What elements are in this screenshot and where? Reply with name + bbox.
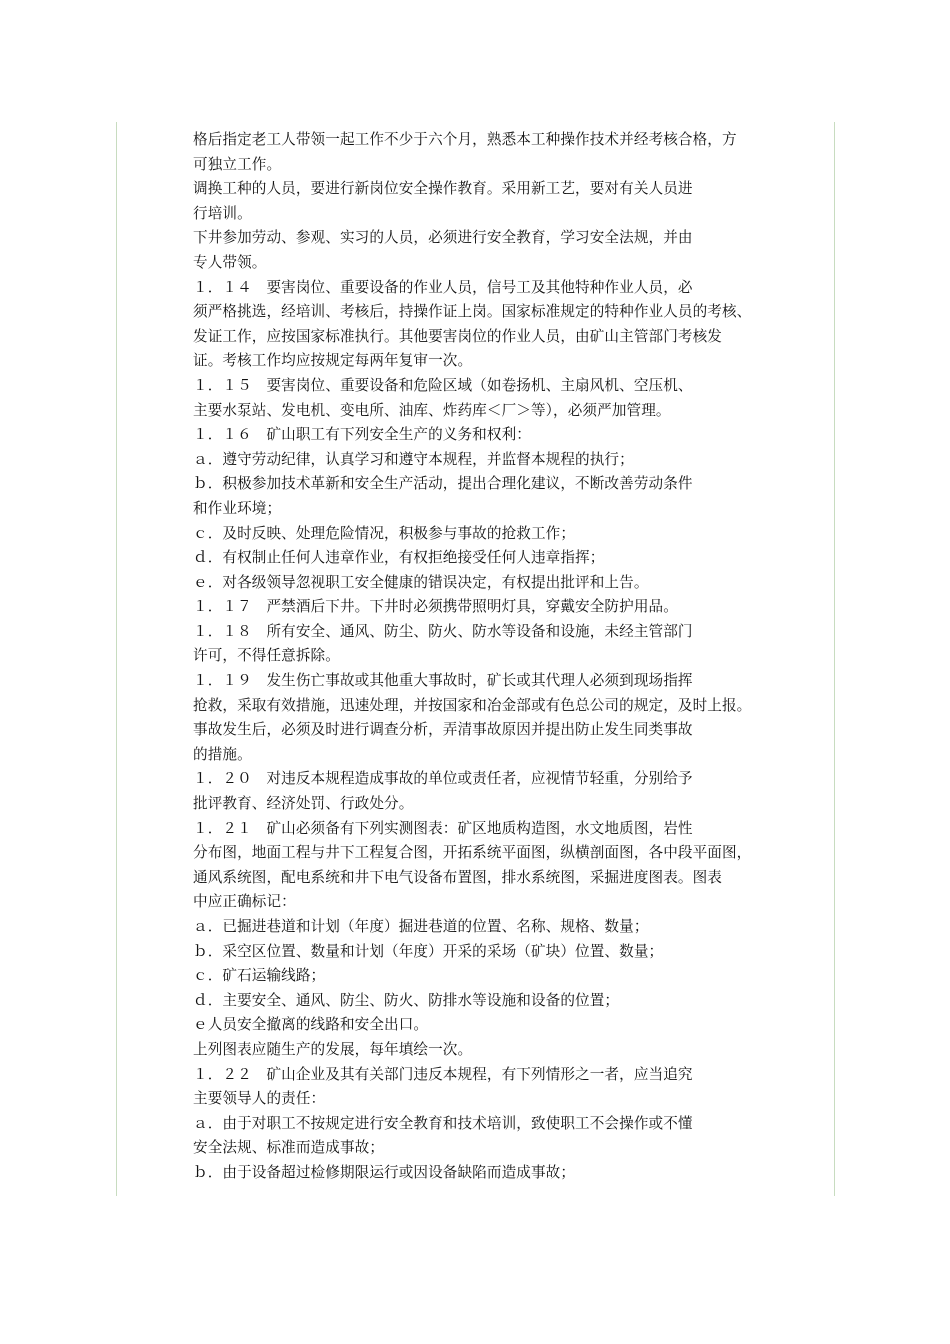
text-line: 上列图表应随生产的发展，每年填绘一次。 xyxy=(193,1040,473,1058)
text-line: ｅ人员安全撤离的线路和安全出口。 xyxy=(193,1016,429,1034)
text-line: 行培训。 xyxy=(193,204,252,222)
text-line: １．１６ 矿山职工有下列安全生产的义务和权利： xyxy=(193,426,531,444)
text-line: 批评教育、经济处罚、行政处分。 xyxy=(193,795,414,813)
text-line: 调换工种的人员，要进行新岗位安全操作教育。采用新工艺，要对有关人员进 xyxy=(193,180,693,198)
text-line: ｄ．主要安全、通风、防尘、防火、防排水等设施和设备的位置； xyxy=(193,991,620,1009)
text-line: １．１５ 要害岗位、重要设备和危险区域（如卷扬机、主扇风机、空压机、 xyxy=(193,376,693,394)
text-line: 事故发生后，必须及时进行调查分析，弄清事故原因并提出防止发生同类事故 xyxy=(193,721,693,739)
text-line: １．２２ 矿山企业及其有关部门违反本规程，有下列情形之一者，应当追究 xyxy=(193,1065,693,1083)
right-margin-rule xyxy=(834,122,835,1196)
text-line: ｅ．对各级领导忽视职工安全健康的错误决定，有权提出批评和上告。 xyxy=(193,573,649,591)
text-line: ａ．已掘进巷道和计划（年度）掘进巷道的位置、名称、规格、数量； xyxy=(193,918,649,935)
text-line: １．２１ 矿山必须备有下列实测图表：矿区地质构造图，水文地质图，岩性 xyxy=(193,819,693,837)
text-line: 安全法规、标准而造成事故； xyxy=(193,1139,385,1157)
text-line: １．１８ 所有安全、通风、防尘、防火、防水等设备和设施，未经主管部门 xyxy=(193,622,693,640)
text-line: ｂ．由于设备超过检修期限运行或因设备缺陷而造成事故； xyxy=(193,1163,576,1181)
text-line: 发证工作，应按国家标准执行。其他要害岗位的作业人员，由矿山主管部门考核发 xyxy=(193,327,722,345)
text-line: １．２０ 对违反本规程造成事故的单位或责任者，应视情节轻重，分别给予 xyxy=(193,770,693,788)
text-line: １．１４ 要害岗位、重要设备的作业人员，信号工及其他特种作业人员，必 xyxy=(193,278,693,296)
text-line: 可独立工作。 xyxy=(193,155,282,173)
text-line: 许可，不得任意拆除。 xyxy=(193,647,340,665)
text-line: 主要领导人的责任： xyxy=(193,1090,326,1108)
text-line: ｃ．矿石运输线路； xyxy=(193,967,326,985)
document-body xyxy=(193,128,825,1186)
text-line: 主要水泵站、发电机、变电所、油库、炸药库＜厂＞等），必须严加管理。 xyxy=(193,401,671,419)
text-line: 须严格挑选，经培训、考核后，持操作证上岗。国家标准规定的特种作业人员的考核、 xyxy=(193,303,752,321)
text-line: １．１９ 发生伤亡事故或其他重大事故时，矿长或其代理人必须到现场指挥 xyxy=(193,672,693,690)
text-line: ｃ．及时反映、处理危险情况，积极参与事故的抢救工作； xyxy=(193,524,576,542)
left-margin-rule xyxy=(116,122,117,1196)
text-line: 和作业环境； xyxy=(193,499,282,517)
text-line: ｂ．积极参加技术革新和安全生产活动，提出合理化建议，不断改善劳动条件 xyxy=(193,475,693,493)
text-line: 下井参加劳动、参观、实习的人员，必须进行安全教育，学习安全法规，并由 xyxy=(193,229,693,247)
text-line: 的措施。 xyxy=(193,745,252,763)
text-line: 证。考核工作均应按规定每两年复审一次。 xyxy=(193,352,473,370)
text-line: 通风系统图，配电系统和井下电气设备布置图，排水系统图，采掘进度图表。图表 xyxy=(193,868,722,886)
text-line: ａ．由于对职工不按规定进行安全教育和技术培训，致使职工不会操作或不懂 xyxy=(193,1114,693,1132)
text-line: 专人带领。 xyxy=(193,253,267,271)
text-line: ｂ．采空区位置、数量和计划（年度）开采的采场（矿块）位置、数量； xyxy=(193,942,664,960)
text-line: ａ．遵守劳动纪律，认真学习和遵守本规程，并监督本规程的执行； xyxy=(193,450,634,468)
text-line: １．１７ 严禁酒后下井。下井时必须携带照明灯具，穿戴安全防护用品。 xyxy=(193,598,678,616)
text-line: 抢救，采取有效措施，迅速处理，并按国家和冶金部或有色总公司的规定，及时上报。 xyxy=(193,696,752,714)
text-line: 中应正确标记： xyxy=(193,893,296,911)
text-line: ｄ．有权制止任何人违章作业，有权拒绝接受任何人违章指挥； xyxy=(193,549,605,567)
text-line: 分布图，地面工程与井下工程复合图，开拓系统平面图，纵横剖面图，各中段平面图， xyxy=(193,844,752,862)
text-line: 格后指定老工人带领一起工作不少于六个月，熟悉本工种操作技术并经考核合格，方 xyxy=(193,131,737,148)
